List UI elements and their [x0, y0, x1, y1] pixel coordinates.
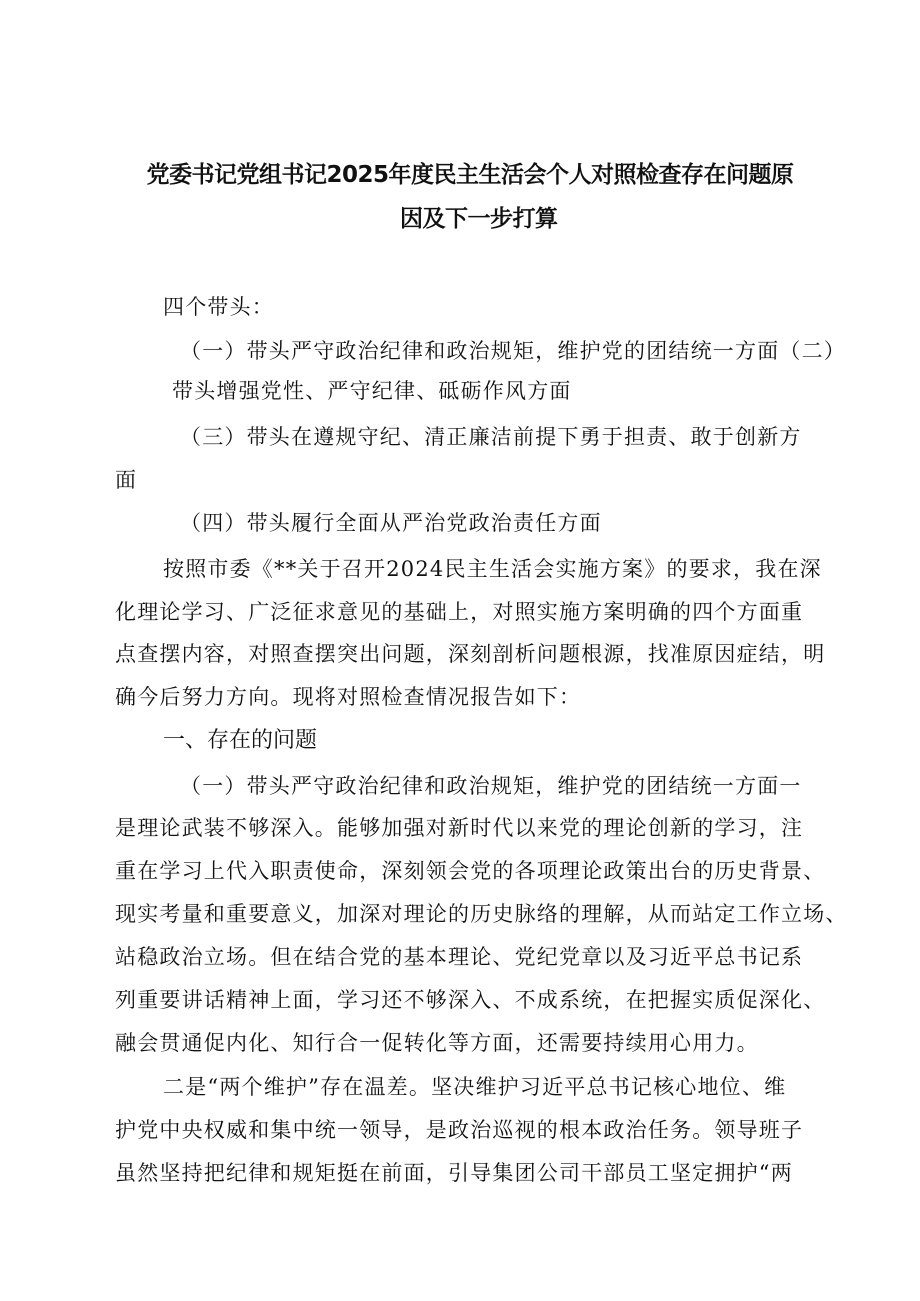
item-1-line-2: 带头增强党性、严守纪律、砥砺作风方面	[172, 379, 572, 403]
section-1-line-4: 现实考量和重要意义，加深对理论的历史脉络的理解，从而站定工作立场、	[115, 902, 848, 926]
section-1-line-3: 重在学习上代入职责使命，深刻领会党的各项理论政策出台的历史背景、	[115, 859, 826, 883]
item-3-line-2: 面	[115, 468, 138, 492]
section-1-line-2: 是理论武装不够深入。能够加强对新时代以来党的理论创新的学习，注	[115, 816, 804, 840]
paragraph-1-line-1: 按照市委《**关于召开2024民主生活会实施方案》的要求，我在深	[163, 557, 822, 581]
section-1-line-1: （一）带头严守政治纪律和政治规矩，维护党的团结统一方面一	[180, 774, 802, 798]
section-1-para-2-line-1: 二是“两个维护”存在温差。坚决维护习近平总书记核心地位、维	[163, 1075, 787, 1099]
item-1-line-1: （一）带头严守政治纪律和政治规矩，维护党的团结统一方面（二）	[180, 339, 846, 363]
section-1-heading: 一、存在的问题	[163, 728, 318, 753]
document-title-line-2: 因及下一步打算	[400, 206, 558, 232]
section-1-para-2-line-3: 虽然坚持把纪律和规矩挺在前面，引导集团公司干部员工坚定拥护“两	[115, 1161, 793, 1185]
item-4: （四）带头履行全面从严治党政治责任方面	[180, 511, 602, 535]
paragraph-1-line-2: 化理论学习、广泛征求意见的基础上，对照实施方案明确的四个方面重	[115, 600, 804, 624]
section-1-line-6: 列重要讲话精神上面，学习还不够深入、不成系统，在把握实质促深化、	[115, 988, 826, 1012]
item-3-line-1: （三）带头在遵规守纪、清正廉洁前提下勇于担责、敢于创新方	[180, 425, 802, 449]
section-1-line-7: 融会贯通促内化、知行合一促转化等方面，还需要持续用心用力。	[115, 1031, 759, 1055]
paragraph-1-line-4: 确今后努力方向。现将对照检查情况报告如下：	[115, 685, 582, 709]
section-1-para-2-line-2: 护党中央权威和集中统一领导，是政治巡视的根本政治任务。领导班子	[115, 1118, 804, 1142]
paragraph-1-line-3: 点查摆内容，对照查摆突出问题，深刻剖析问题根源，找准原因症结，明	[115, 642, 826, 666]
intro-label: 四个带头：	[163, 295, 274, 319]
section-1-line-5: 站稳政治立场。但在结合党的基本理论、党纪党章以及习近平总书记系	[115, 945, 804, 969]
document-title-line-1: 党委书记党组书记2025年度民主生活会个人对照检查存在问题原	[146, 162, 794, 188]
